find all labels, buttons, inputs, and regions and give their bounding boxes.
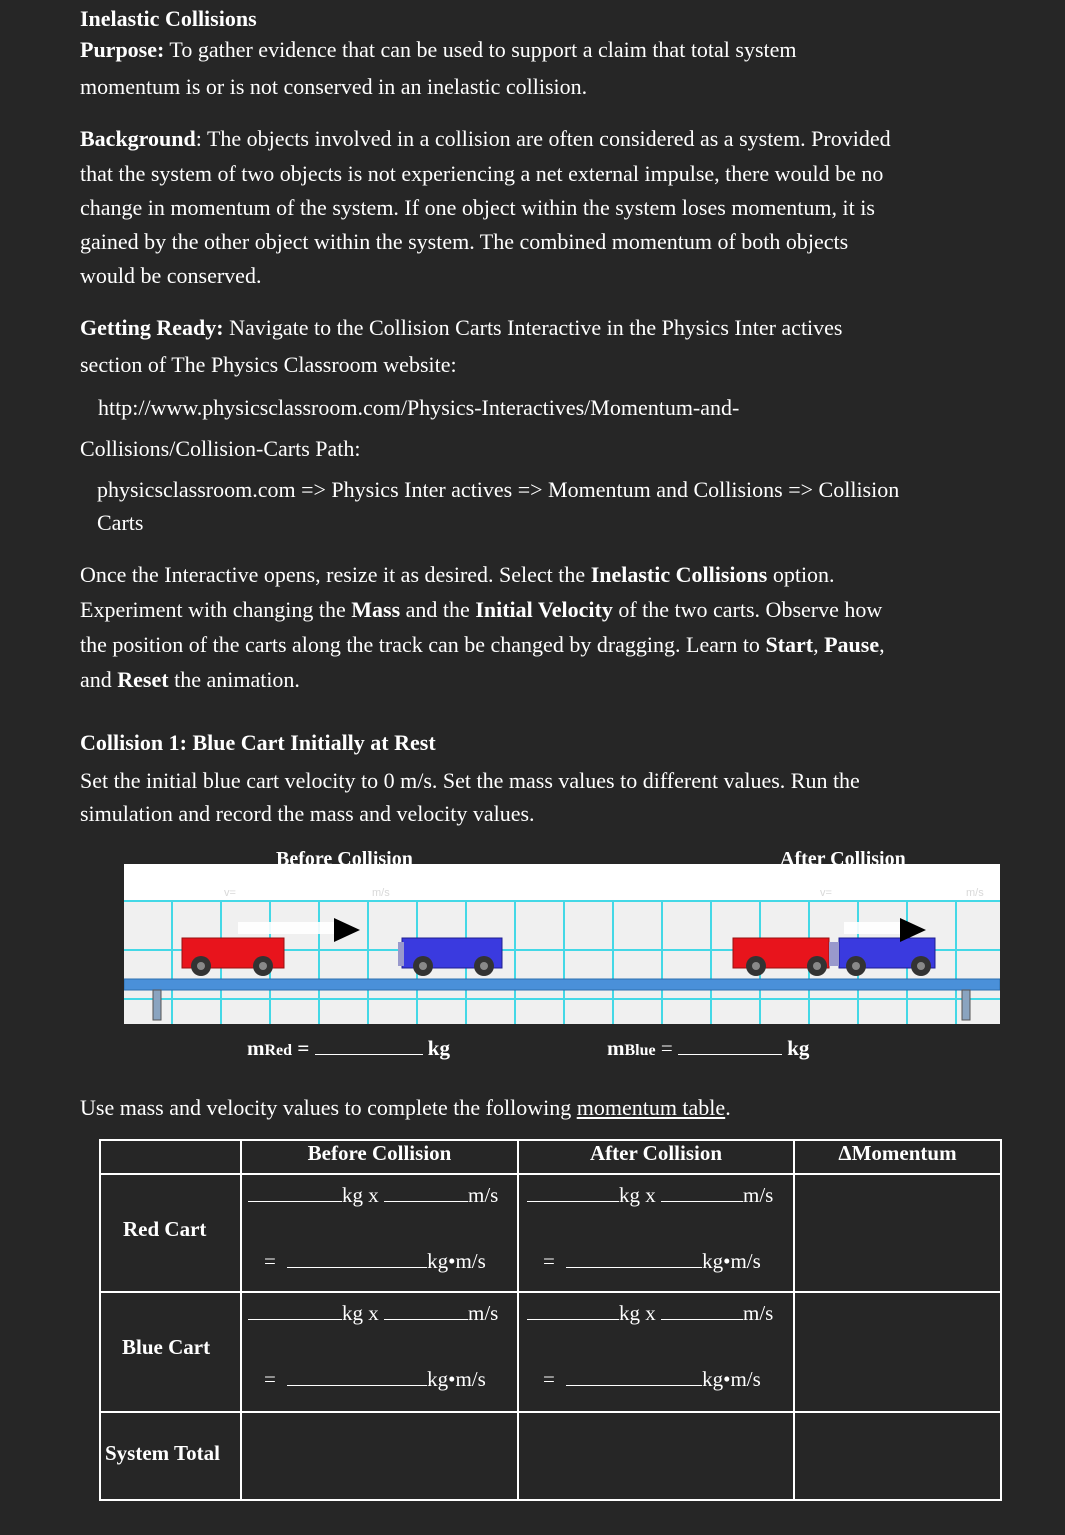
- sim-drawing: [124, 864, 1000, 1024]
- blue-cart-before: [398, 938, 502, 976]
- table-row-red-cart: [100, 1174, 1001, 1292]
- header-delta-momentum: ΔMomentum: [794, 1140, 1001, 1174]
- url-line-1[interactable]: http://www.physicsclassroom.com/Physics-Interactives/Momentum-and-: [98, 395, 740, 420]
- row-label-cell: [100, 1412, 241, 1500]
- header-before-collision: Before Collision: [241, 1140, 518, 1174]
- sim-v-label-left: v=: [224, 887, 236, 899]
- red-cart-after: [733, 938, 829, 976]
- background-line-2: that the system of two objects is not experiencing a net external impulse, there would be no: [80, 161, 884, 186]
- sim-top-band: [124, 864, 1000, 900]
- row-label-system-total: System Total: [105, 1441, 220, 1465]
- table-instructions: Use mass and velocity values to complete the following momentum table.: [80, 1095, 731, 1120]
- blue-after-momentum: = kg•m/s: [543, 1367, 761, 1391]
- purpose-line-2: momentum is or is not conserved in an inelastic collision.: [80, 74, 588, 99]
- background-line-4: gained by the other object within the system. The combined momentum of both objects: [80, 229, 849, 254]
- system-before-cell[interactable]: [241, 1412, 518, 1500]
- table-corner-cell: [100, 1140, 241, 1174]
- mass-red-row: mRed = kg: [247, 1036, 450, 1060]
- sim-v-label-right: v=: [820, 887, 832, 899]
- blue-cart-after: [829, 938, 935, 976]
- background-label: Background: [80, 126, 196, 151]
- row-label-blue-cart: Blue Cart: [122, 1335, 211, 1359]
- velocity-arrow-before: [334, 918, 360, 942]
- velocity-bar-before: [238, 922, 334, 934]
- getting-ready-label: Getting Ready:: [80, 315, 224, 340]
- red-after-mass-velocity: kg x m/s: [527, 1183, 773, 1208]
- once-line-4: and Reset the animation.: [80, 667, 300, 692]
- purpose-label: Purpose:: [80, 37, 165, 62]
- header-after-collision: After Collision: [518, 1140, 794, 1174]
- sim-track-leg-right: [962, 990, 970, 1020]
- row-label-cell: [100, 1292, 241, 1412]
- sim-track-leg-left: [153, 990, 161, 1020]
- blue-before-momentum: = kg•m/s: [264, 1367, 486, 1391]
- collision-1-line-2: simulation and record the mass and velocity values.: [80, 801, 535, 826]
- red-after-cell: [518, 1174, 794, 1292]
- sim-track: [124, 979, 1000, 990]
- background-line-5: would be conserved.: [80, 263, 262, 288]
- once-line-2: Experiment with changing the Mass and the Initial Velocity of the two carts. Observe how: [80, 597, 883, 622]
- red-after-momentum: = kg•m/s: [543, 1249, 761, 1273]
- url-line-2: Collisions/Collision-Carts Path:: [80, 436, 361, 461]
- momentum-table: [99, 1139, 1002, 1501]
- blue-after-mass-velocity: kg x m/s: [527, 1301, 773, 1326]
- collision-sim-image: [124, 864, 1000, 1024]
- path-line-1: physicsclassroom.com => Physics Inter actives => Momentum and Collisions => Collision: [97, 477, 900, 502]
- once-line-3: the position of the carts along the track can be changed by dragging. Learn to Start, Pause,: [80, 632, 885, 657]
- red-cart-before: [182, 938, 284, 976]
- red-before-mass-velocity: kg x m/s: [248, 1183, 498, 1208]
- blue-delta-cell[interactable]: [794, 1292, 1001, 1412]
- row-label-cell: [100, 1174, 241, 1292]
- blue-before-cell: [241, 1292, 518, 1412]
- red-delta-cell[interactable]: [794, 1174, 1001, 1292]
- mass-blue-row: mBlue = kg: [607, 1036, 810, 1060]
- system-delta-cell[interactable]: [794, 1412, 1001, 1500]
- row-label-red-cart: Red Cart: [123, 1217, 207, 1241]
- red-before-momentum: = kg•m/s: [264, 1249, 486, 1273]
- table-row-blue-cart: [100, 1292, 1001, 1412]
- collision-1-heading: Collision 1: Blue Cart Initially at Rest: [80, 730, 436, 755]
- sim-unit-right: m/s: [966, 887, 984, 899]
- path-line-2: Carts: [97, 510, 144, 535]
- momentum-table-link[interactable]: momentum table: [576, 1095, 726, 1120]
- background-line-1: Background: The objects involved in a collision are often considered as a system. Provided: [80, 126, 891, 151]
- table-row-system-total: [100, 1412, 1001, 1500]
- background-line-3: change in momentum of the system. If one object within the system loses momentum, it is: [80, 195, 875, 220]
- system-after-cell[interactable]: [518, 1412, 794, 1500]
- page-title: Inelastic Collisions: [80, 6, 257, 31]
- once-line-1: Once the Interactive opens, resize it as desired. Select the Inelastic Collisions option.: [80, 562, 835, 587]
- blue-after-cell: [518, 1292, 794, 1412]
- red-before-cell: [241, 1174, 518, 1292]
- collision-1-line-1: Set the initial blue cart velocity to 0 m/s. Set the mass values to different values. Run the: [80, 768, 860, 793]
- mass-blue-blank[interactable]: [678, 1036, 782, 1055]
- sim-unit-left: m/s: [372, 887, 390, 899]
- getting-ready-line-1: Getting Ready: Navigate to the Collision Carts Interactive in the Physics Inter actives: [80, 315, 843, 340]
- sim-after-label: After Collision: [780, 848, 906, 864]
- velocity-bar-after: [844, 922, 900, 934]
- getting-ready-line-2: section of The Physics Classroom website:: [80, 352, 457, 377]
- mass-red-blank[interactable]: [315, 1036, 423, 1055]
- purpose-line-1: Purpose: To gather evidence that can be used to support a claim that total system: [80, 37, 797, 62]
- table-header-row: [100, 1140, 1001, 1174]
- blue-before-mass-velocity: kg x m/s: [248, 1301, 498, 1326]
- sim-before-label: Before Collision: [276, 848, 413, 864]
